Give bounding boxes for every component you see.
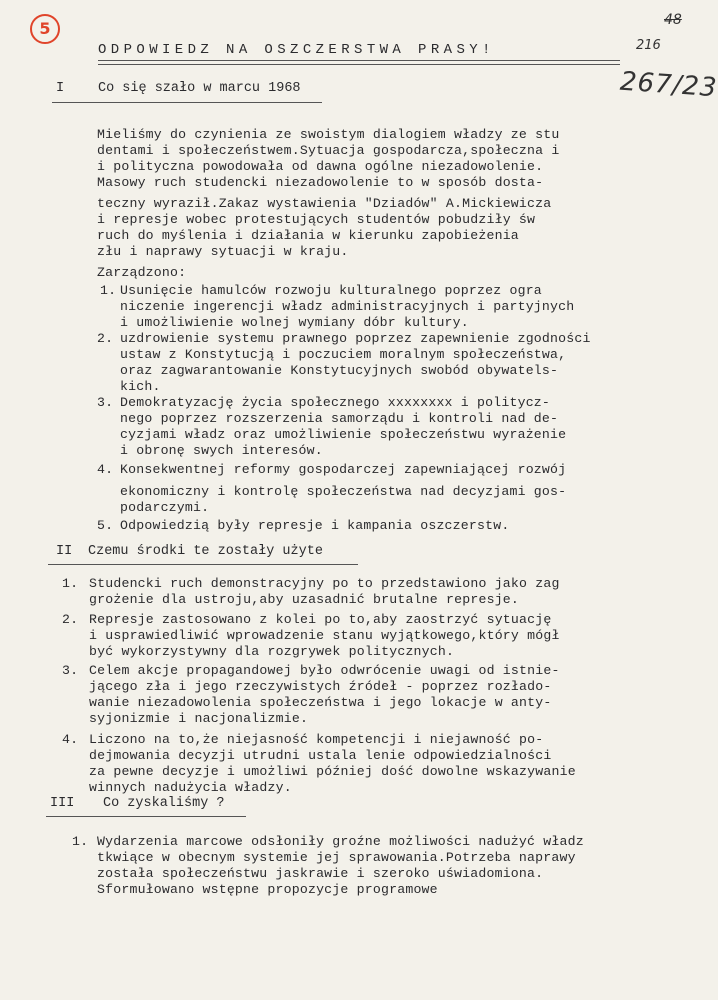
s1-para-line-4: Masowy ruch studencki niezadowolenie to w sposób dosta- bbox=[97, 175, 544, 190]
s1-item-5-num: 5. bbox=[97, 518, 114, 533]
circled-page-number: 5 bbox=[30, 14, 60, 44]
s1-para-line-1: Mieliśmy do czynienia ze swoistym dialogiem władzy ze stu bbox=[97, 127, 560, 142]
s1-para-line-5: teczny wyraził.Zakaz wystawienia "Dziadów" A.Mickiewicza bbox=[97, 196, 552, 211]
s1-item-4-line-3: podarczymi. bbox=[120, 500, 210, 515]
s1-para-line-3: i polityczna powodowała od dawna ogólne niezadowolenie. bbox=[97, 159, 544, 174]
decided-label: Zarządzono: bbox=[97, 265, 187, 280]
s1-para-line-6: i represje wobec protestujących studentów pobudziły św bbox=[97, 212, 536, 227]
s1-para-line-7: ruch do myślenia i działania w kierunku zapobieżenia bbox=[97, 228, 519, 243]
s2-item-3-line-2: jącego zła i jego rzeczywistych źródeł - poprzez rozłado- bbox=[89, 679, 552, 694]
s1-item-3-line-1: Demokratyzację życia społecznego xxxxxxxx i politycz- bbox=[120, 395, 551, 410]
title-double-underline bbox=[98, 60, 620, 65]
s3-item-1-line-4: Sformułowano wstępne propozycje programowe bbox=[97, 882, 438, 897]
s1-item-3-line-3: cyzjami władz oraz umożliwienie społeczeństwu wyrażenie bbox=[120, 427, 567, 442]
s1-item-2-line-3: oraz zagwarantowanie Konstytucyjnych swobód obywatels- bbox=[120, 363, 559, 378]
s1-item-1-line-3: i umożliwienie wolnej wymiany dóbr kultury. bbox=[120, 315, 469, 330]
s1-item-2-num: 2. bbox=[97, 331, 114, 346]
s1-item-2-line-2: ustaw z Konstytucją i poczuciem moralnym społeczeństwa, bbox=[120, 347, 567, 362]
s1-item-5-line-1: Odpowiedzią były represje i kampania oszczerstw. bbox=[120, 518, 510, 533]
document-title: ODPOWIEDZ NA OSZCZERSTWA PRASY! bbox=[98, 42, 495, 58]
s1-item-2-line-4: kich. bbox=[120, 379, 161, 394]
s3-item-1-line-3: została społeczeństwu jaskrawie i szeroko uświadomiona. bbox=[97, 866, 544, 881]
s2-item-2-num: 2. bbox=[62, 612, 79, 627]
s2-item-4-line-1: Liczono na to,że niejasność kompetencji i niejawność po- bbox=[89, 732, 544, 747]
section-2-underline bbox=[48, 564, 358, 565]
section-1-numeral: I bbox=[56, 81, 65, 96]
s1-item-4-num: 4. bbox=[97, 462, 114, 477]
s3-item-1-num: 1. bbox=[72, 834, 89, 849]
archive-number: 267/23 bbox=[619, 66, 718, 104]
s2-item-1-num: 1. bbox=[62, 576, 79, 591]
s3-item-1-line-1: Wydarzenia marcowe odsłoniły groźne możliwości nadużyć władz bbox=[97, 834, 584, 849]
s1-item-2-line-1: uzdrowienie systemu prawnego poprzez zapewnienie zgodności bbox=[120, 331, 591, 346]
small-handwritten-number: 216 bbox=[636, 38, 661, 53]
s1-para-line-8: złu i naprawy sytuacji w kraju. bbox=[97, 244, 349, 259]
section-2-numeral: II bbox=[56, 544, 73, 559]
s2-item-4-line-2: dejmowania decyzji utrudni ustala lenie odpowiedzialności bbox=[89, 748, 552, 763]
s2-item-2-line-1: Represje zastosowano z kolei po to,aby zaostrzyć sytuację bbox=[89, 612, 552, 627]
s1-item-3-line-2: nego poprzez rozszerzenia samorządu i kontroli nad de- bbox=[120, 411, 559, 426]
s2-item-1-line-2: grożenie dla ustroju,aby uzasadnić brutalne represje. bbox=[89, 592, 520, 607]
struck-number: 48 bbox=[664, 12, 682, 28]
s1-item-1-num: 1. bbox=[100, 283, 117, 298]
section-1-heading: Co się szało w marcu 1968 bbox=[98, 81, 301, 96]
s2-item-4-line-3: za pewne decyzje i umożliwi później dość dowolne wskazywanie bbox=[89, 764, 576, 779]
s1-item-3-line-4: i obronę swych interesów. bbox=[120, 443, 323, 458]
section-3-numeral: III bbox=[50, 796, 75, 811]
s2-item-3-line-4: syjonizmie i nacjonalizmie. bbox=[89, 711, 309, 726]
s2-item-4-line-4: winnych nadużycia władzy. bbox=[89, 780, 292, 795]
section-3-heading: Co zyskaliśmy ? bbox=[103, 796, 225, 811]
section-2-heading: Czemu środki te zostały użyte bbox=[88, 544, 323, 559]
s1-para-line-2: dentami i społeczeństwem.Sytuacja gospodarcza,społeczna i bbox=[97, 143, 560, 158]
s3-item-1-line-2: tkwiące w obecnym systemie jej sprawowania.Potrzeba naprawy bbox=[97, 850, 576, 865]
s2-item-3-num: 3. bbox=[62, 663, 79, 678]
s1-item-1-line-1: Usunięcie hamulców rozwoju kulturalnego poprzez ogra bbox=[120, 283, 542, 298]
s2-item-3-line-3: wanie niezadowolenia społeczeństwa i jego lokacje w anty- bbox=[89, 695, 552, 710]
s2-item-2-line-3: być wykorzystywny dla rozgrywek politycznych. bbox=[89, 644, 455, 659]
s2-item-4-num: 4. bbox=[62, 732, 79, 747]
s1-item-3-num: 3. bbox=[97, 395, 114, 410]
s2-item-2-line-2: i usprawiedliwić wprowadzenie stanu wyjątkowego,który mógł bbox=[89, 628, 560, 643]
s1-item-1-line-2: niczenie ingerencji władz administracyjnych i partyjnych bbox=[120, 299, 575, 314]
s2-item-3-line-1: Celem akcje propagandowej było odwrócenie uwagi od istnie- bbox=[89, 663, 560, 678]
section-3-underline bbox=[46, 816, 246, 817]
section-1-underline bbox=[52, 102, 322, 103]
s2-item-1-line-1: Studencki ruch demonstracyjny po to przedstawiono jako zag bbox=[89, 576, 560, 591]
s1-item-4-line-2: ekonomiczny i kontrolę społeczeństwa nad decyzjami gos- bbox=[120, 484, 567, 499]
s1-item-4-line-1: Konsekwentnej reformy gospodarczej zapewniającej rozwój bbox=[120, 462, 567, 477]
